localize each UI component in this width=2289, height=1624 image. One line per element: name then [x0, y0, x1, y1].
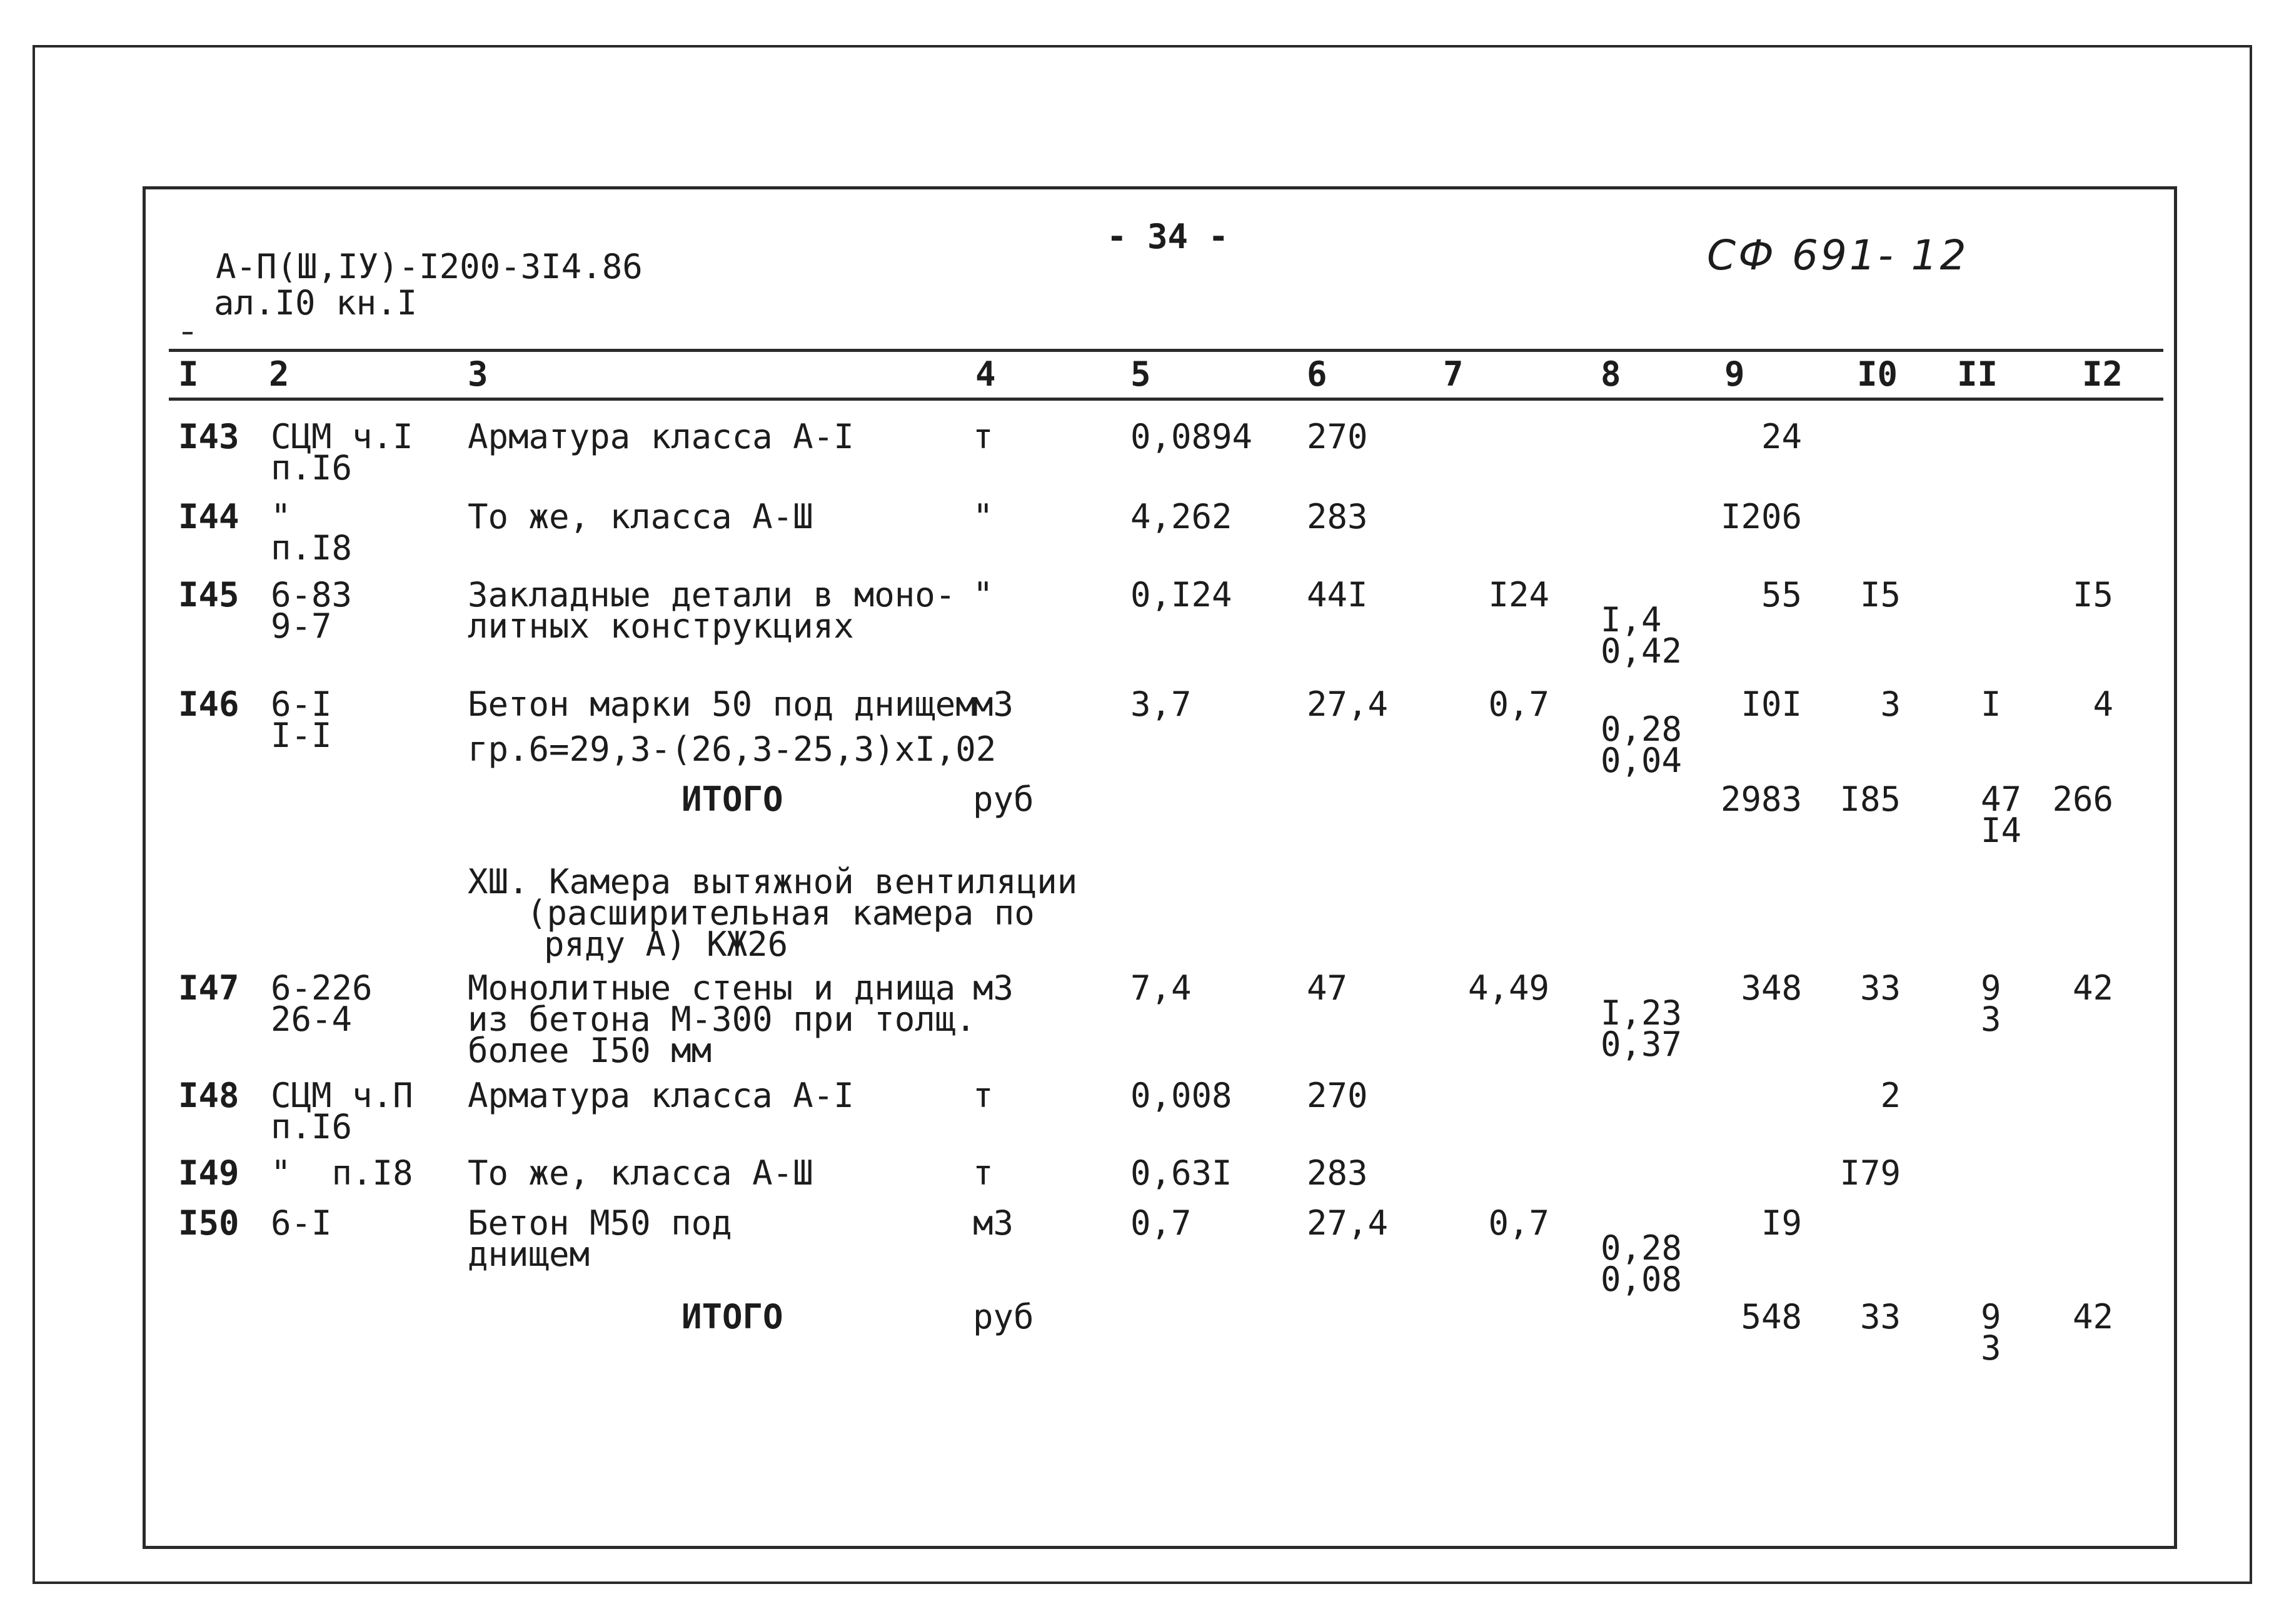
unit-price: 27,4: [1307, 684, 1389, 724]
margin-tick: [183, 332, 193, 334]
total-cost: 2983: [1720, 779, 1802, 819]
description: То же, класса А-Ш: [468, 497, 813, 536]
column-7: I24: [1488, 575, 1549, 614]
column-11: I: [1981, 684, 2001, 724]
description: Бетон марки 50 под днищем: [468, 684, 976, 724]
total-cost: 548: [1741, 1297, 1802, 1336]
section-heading-line: ряду А) КЖ26: [544, 925, 788, 964]
unit: ": [973, 497, 994, 536]
column-12: 42: [2072, 968, 2113, 1008]
resource-code: 6-83: [271, 575, 353, 614]
column-10: 2: [1880, 1076, 1901, 1115]
unit: м3: [973, 1203, 1014, 1243]
row-number: I46: [178, 684, 239, 724]
column-7: 4,49: [1467, 968, 1549, 1008]
row-number: I47: [178, 968, 239, 1008]
unit-price: 44I: [1307, 575, 1368, 614]
resource-code: 6-I: [271, 1203, 332, 1243]
unit-price: 47: [1307, 968, 1348, 1008]
column-8: 0,28: [1601, 709, 1683, 749]
page-number: - 34 -: [1107, 217, 1229, 256]
resource-code: 26-4: [271, 1000, 353, 1039]
unit: м3: [973, 684, 1014, 724]
unit-price: 283: [1307, 1153, 1368, 1193]
document-code: А-П(Ш,IУ)-I200-3I4.86: [216, 247, 643, 286]
column-header-8: 8: [1601, 354, 1621, 394]
resource-code: 6-I: [271, 684, 332, 724]
header-rule-bottom: [169, 398, 2163, 401]
column-header-5: 5: [1130, 354, 1151, 394]
column-header-1: I: [178, 354, 199, 394]
resource-code: п.I8: [271, 528, 353, 568]
resource-code: СЦМ ч.I: [271, 417, 413, 456]
column-11: 3: [1981, 1000, 2001, 1039]
column-8: 0,37: [1601, 1025, 1683, 1064]
quantity: 0,I24: [1130, 575, 1232, 614]
unit: т: [973, 1076, 994, 1115]
column-10: I5: [1859, 575, 1901, 614]
column-7: 0,7: [1488, 684, 1549, 724]
description: Монолитные стены и днища: [468, 968, 956, 1008]
quantity: 0,0894: [1130, 417, 1253, 456]
column-11: I4: [1981, 811, 2022, 850]
column-7: 0,7: [1488, 1203, 1549, 1243]
column-10: I79: [1839, 1153, 1901, 1193]
column-12: 42: [2072, 1297, 2113, 1336]
column-header-6: 6: [1307, 354, 1327, 394]
column-8: 0,42: [1601, 631, 1683, 671]
column-header-11: II: [1957, 354, 1998, 394]
resource-code: 6-226: [271, 968, 373, 1008]
column-8: I,23: [1601, 993, 1683, 1033]
unit: т: [973, 1153, 994, 1193]
row-number: I49: [178, 1153, 239, 1193]
quantity: 0,008: [1130, 1076, 1232, 1115]
column-11: 47: [1981, 779, 2022, 819]
resource-code: " п.I8: [271, 1153, 413, 1193]
resource-code: СЦМ ч.П: [271, 1076, 413, 1115]
handwritten-stamp: СФ 691- 12: [1707, 231, 1969, 279]
description: гр.6=29,3-(26,3-25,3)хI,02: [468, 729, 997, 769]
total-cost: I206: [1720, 497, 1802, 536]
row-number: I44: [178, 497, 239, 536]
column-12: I5: [2072, 575, 2113, 614]
resource-code: I-I: [271, 716, 332, 755]
quantity: 7,4: [1130, 968, 1192, 1008]
resource-code: п.I6: [271, 448, 353, 488]
unit: м3: [973, 968, 1014, 1008]
quantity: 0,7: [1130, 1203, 1192, 1243]
column-10: 3: [1880, 684, 1901, 724]
description: Арматура класса А-I: [468, 417, 854, 456]
resource-code: 9-7: [271, 606, 332, 646]
section-heading-line: (расширительная камера по: [526, 893, 1035, 933]
column-header-12: I2: [2082, 354, 2123, 394]
total-unit: руб: [973, 1297, 1034, 1336]
column-8: 0,04: [1601, 741, 1683, 780]
row-number: I48: [178, 1076, 239, 1115]
total-cost: I9: [1761, 1203, 1802, 1243]
column-12: 4: [2093, 684, 2113, 724]
row-number: I43: [178, 417, 239, 456]
unit-price: 270: [1307, 417, 1368, 456]
total-label: ИТОГО: [682, 1297, 783, 1336]
total-cost: 348: [1741, 968, 1802, 1008]
header-rule-top: [169, 349, 2163, 352]
column-10: I85: [1839, 779, 1901, 819]
column-12: 266: [2052, 779, 2113, 819]
column-11: 9: [1981, 968, 2001, 1008]
column-header-10: I0: [1857, 354, 1898, 394]
row-number: I50: [178, 1203, 239, 1243]
total-cost: I0I: [1741, 684, 1802, 724]
description: То же, класса А-Ш: [468, 1153, 813, 1193]
section-heading-line: ХШ. Камера вытяжной вентиляции: [468, 862, 1078, 901]
column-8: I,4: [1601, 600, 1662, 639]
unit-price: 270: [1307, 1076, 1368, 1115]
column-10: 33: [1859, 968, 1901, 1008]
column-8: 0,28: [1601, 1228, 1683, 1268]
unit: ": [973, 575, 994, 614]
column-header-9: 9: [1724, 354, 1745, 394]
column-header-2: 2: [269, 354, 289, 394]
quantity: 3,7: [1130, 684, 1192, 724]
column-11: 3: [1981, 1328, 2001, 1368]
row-number: I45: [178, 575, 239, 614]
unit-price: 283: [1307, 497, 1368, 536]
column-8: 0,08: [1601, 1260, 1683, 1299]
unit-price: 27,4: [1307, 1203, 1389, 1243]
resource-code: п.I6: [271, 1107, 353, 1146]
description: более I50 мм: [468, 1031, 712, 1070]
description: днищем: [468, 1235, 590, 1274]
album-reference: ал.I0 кн.I: [214, 283, 418, 323]
resource-code: ": [271, 497, 291, 536]
quantity: 4,262: [1130, 497, 1232, 536]
column-11: 9: [1981, 1297, 2001, 1336]
total-label: ИТОГО: [682, 779, 783, 819]
description: Закладные детали в моно-: [468, 575, 956, 614]
description: Бетон М50 под: [468, 1203, 732, 1243]
column-header-4: 4: [975, 354, 996, 394]
description: из бетона М-300 при толщ.: [468, 1000, 976, 1039]
description: Арматура класса А-I: [468, 1076, 854, 1115]
quantity: 0,63I: [1130, 1153, 1232, 1193]
unit: т: [973, 417, 994, 456]
column-10: 33: [1859, 1297, 1901, 1336]
total-unit: руб: [973, 779, 1034, 819]
column-header-3: 3: [468, 354, 488, 394]
total-cost: 24: [1761, 417, 1802, 456]
column-header-7: 7: [1443, 354, 1464, 394]
description: литных конструкциях: [468, 606, 854, 646]
total-cost: 55: [1761, 575, 1802, 614]
